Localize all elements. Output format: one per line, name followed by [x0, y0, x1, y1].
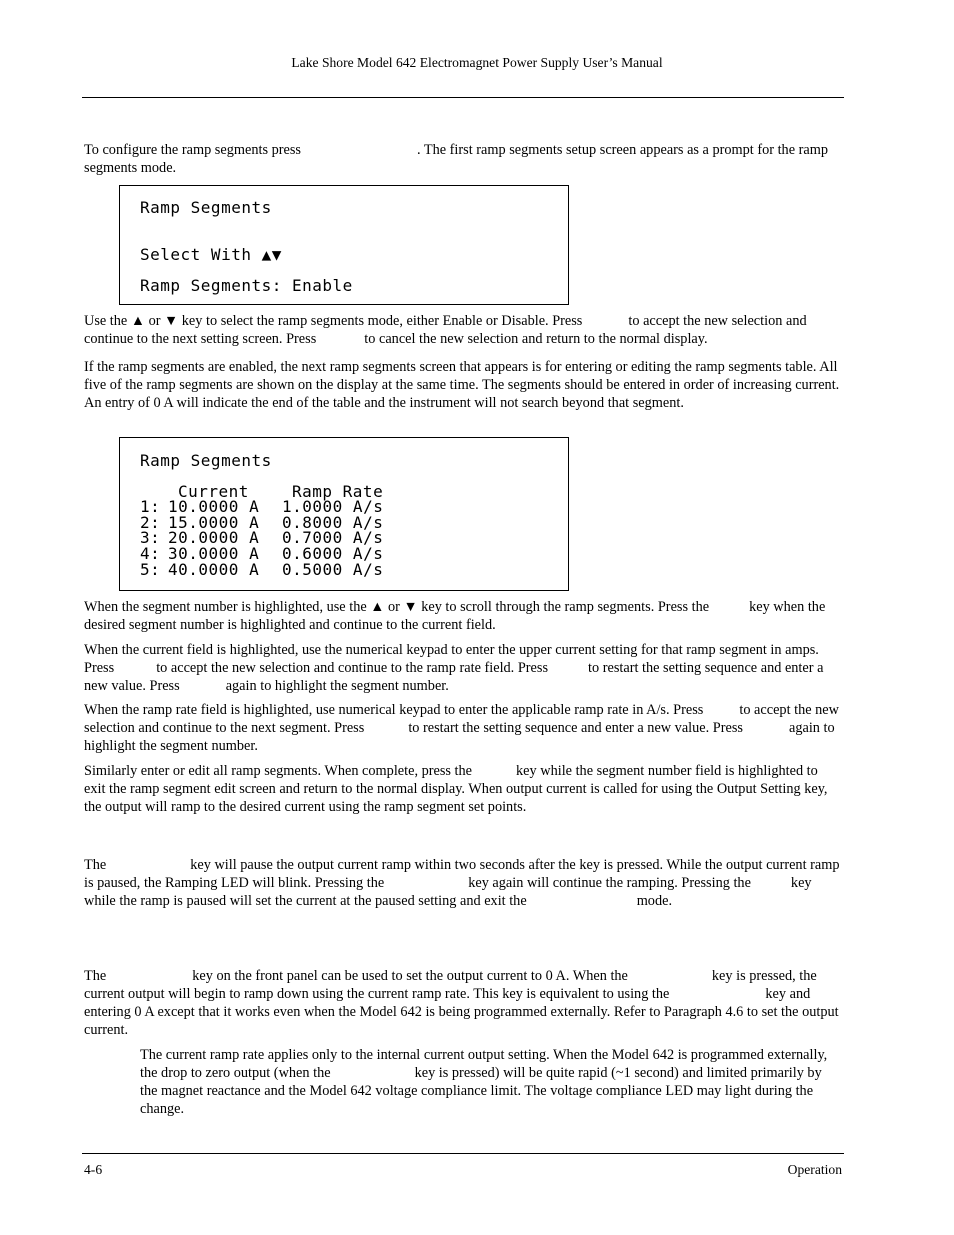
paragraph-current-field — [84, 641, 842, 695]
column-header-current: Current — [178, 482, 249, 501]
paragraph-configure-ramp — [84, 141, 842, 177]
manual-title: Lake Shore Model 642 Electromagnet Power Supply User’s Manual — [291, 55, 663, 70]
text-span: to restart the setting sequence and enter a new value. Press — [408, 720, 743, 736]
segment-number: 2: — [140, 513, 161, 532]
text-span: The — [84, 968, 107, 984]
note-paragraph — [140, 1046, 830, 1118]
lcd-screen-ramp-mode — [119, 185, 569, 305]
segment-number: 5: — [140, 560, 161, 579]
segment-number: 1: — [140, 497, 161, 516]
text-span: mode. — [636, 893, 673, 909]
text-span: key on the front panel can be used to set the output current to 0 A. When the — [192, 968, 628, 984]
text-span: to accept the new selection and continue to the next setting screen. Press — [84, 313, 807, 347]
paragraph-select-mode — [84, 312, 842, 348]
text-span: When the current field is highlighted, use the numerical keypad to enter the upper current setting for that ramp segment in amps. Press — [84, 642, 819, 676]
lcd-title: Ramp Segments — [140, 198, 272, 217]
text-span: to cancel the new selection and return to the normal display. — [364, 331, 708, 347]
segment-current: 20.0000 A — [168, 528, 260, 547]
paragraph-segment-number — [84, 598, 842, 634]
segment-number: 3: — [140, 528, 161, 547]
segment-ramp-rate: 1.0000 A/s — [282, 497, 384, 516]
column-header-ramp-rate: Ramp Rate — [292, 482, 384, 501]
lcd-setting: Ramp Segments: Enable — [140, 276, 353, 295]
text-span: key is pressed, the current output will begin to ramp down using the current ramp rate. This key is equivalent to using the — [84, 968, 817, 1002]
segment-number: 4: — [140, 544, 161, 563]
segment-ramp-rate: 0.8000 A/s — [282, 513, 384, 532]
page-number: 4-6 — [84, 1162, 103, 1177]
section-name: Operation — [787, 1162, 842, 1177]
text-span: key is pressed) will be quite rapid (~1 second) and limited primarily by the magnet reactance and the Model 642 voltage compliance limit. The voltage compliance LED may light during the change. — [140, 1065, 822, 1117]
text-span: The — [84, 857, 107, 873]
segment-ramp-rate: 0.6000 A/s — [282, 544, 384, 563]
segment-current: 10.0000 A — [168, 497, 260, 516]
segment-ramp-rate: 0.7000 A/s — [282, 528, 384, 547]
text-span: to restart the setting sequence and enter a new value. Press — [84, 660, 824, 694]
text-span: Use the ▲ or ▼ key to select the ramp segments mode, either Enable or Disable. Press — [84, 313, 583, 329]
text-span: The current ramp rate applies only to the internal current output setting. When the Model 642 is programmed externally, the drop to zero output (when the — [140, 1047, 828, 1081]
paragraph-complete — [84, 762, 842, 816]
text-span: key again will continue the ramping. Pressing the — [468, 875, 751, 891]
text-span: Similarly enter or edit all ramp segments. When complete, press the — [84, 763, 473, 779]
segment-current: 15.0000 A — [168, 513, 260, 532]
text-span: key when the desired segment number is highlighted and continue to the current field. — [84, 599, 826, 633]
segment-current: 40.0000 A — [168, 560, 260, 579]
text-span: to accept the new selection and continue to the ramp rate field. Press — [156, 660, 549, 676]
lcd-title: Ramp Segments — [140, 451, 272, 470]
text-span: again to highlight the segment number. — [225, 678, 449, 694]
header-rule — [82, 97, 844, 98]
text-span: When the ramp rate field is highlighted, use numerical keypad to enter the applicable ramp rate in A/s. Press — [84, 702, 704, 718]
text-span: To configure the ramp segments press — [84, 142, 301, 158]
text-span: . The first ramp segments setup screen appears as a prompt for the ramp segments mode. — [84, 142, 829, 176]
lcd-screen-ramp-table — [119, 437, 569, 591]
lcd-prompt: Select With ▲▼ — [140, 245, 282, 264]
text-span: When the segment number is highlighted, use the ▲ or ▼ key to scroll through the ramp segments. Press the — [84, 599, 710, 615]
paragraph-zero-output — [84, 967, 842, 1039]
text-span: key while the ramp is paused will set the current at the paused setting and exit the — [84, 875, 812, 909]
footer-rule — [82, 1153, 844, 1154]
paragraph-pause-ramp — [84, 856, 842, 910]
text-span: to accept the new selection and continue to the next segment. Press — [84, 702, 839, 736]
segment-current: 30.0000 A — [168, 544, 260, 563]
segment-ramp-rate: 0.5000 A/s — [282, 560, 384, 579]
paragraph-ramp-rate-field — [84, 701, 842, 755]
text-span: again to highlight the segment number. — [84, 720, 835, 754]
text-span: key and entering 0 A except that it works even when the Model 642 is being programmed externally. Refer to Paragraph 4.6 to set the output current. — [84, 986, 839, 1038]
paragraph-segments-table: If the ramp segments are enabled, the next ramp segments screen that appears is for entering or editing the ramp segments table. All five of the ramp segments are shown on the display at the same time. The segments should be entered in order of increasing current. An entry of 0 A will indicate the end of the table and the instrument will not search beyond that segment. — [84, 359, 840, 411]
text-span: key will pause the output current ramp within two seconds after the key is pressed. While the output current ramp is paused, the Ramping LED will blink. Pressing the — [84, 857, 840, 891]
text-span: key while the segment number field is highlighted to exit the ramp segment edit screen and return to the normal display. When output current is called for using the Output Setting key, the output will ramp to the desired current using the ramp segment set points. — [84, 763, 828, 815]
